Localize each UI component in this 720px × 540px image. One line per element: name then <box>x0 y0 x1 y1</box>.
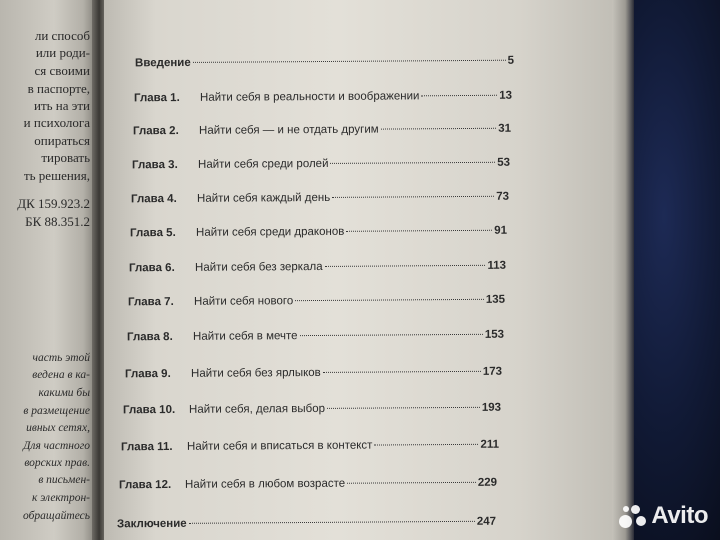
toc-entry-label: Введение <box>134 56 191 70</box>
page-edge <box>612 0 634 540</box>
toc-leader-dots <box>189 521 475 524</box>
toc-entry-title: Найти себя — и не отдать другим <box>198 123 379 137</box>
toc-entry-label: Глава 12. <box>118 478 172 492</box>
left-page-fragment: ивных сетях, <box>26 422 90 434</box>
toc-entry <box>134 90 512 105</box>
left-page-fragment: тировать <box>41 150 90 165</box>
left-page-fragment: ворских прав. <box>24 457 90 469</box>
toc-leader-dots <box>295 299 484 301</box>
toc-leader-dots <box>332 196 494 198</box>
left-page-fragment: ли способ <box>34 28 90 43</box>
left-page-fragment: или роди- <box>35 45 90 60</box>
toc-page-number: 173 <box>482 365 503 378</box>
toc-entry <box>131 191 509 206</box>
toc-page-number: 211 <box>480 438 500 451</box>
toc-entry-title: Найти себя в мечте <box>192 330 298 343</box>
toc-page-number: 113 <box>487 259 507 272</box>
avito-watermark <box>617 502 708 530</box>
toc-entry <box>125 366 502 381</box>
toc-entry-label: Заключение <box>116 517 187 531</box>
toc-entry-title: Найти себя, делая выбор <box>188 402 326 416</box>
toc-page-number: 73 <box>496 190 510 203</box>
left-page-fragment: к электрон- <box>31 492 90 504</box>
toc-page-number: 135 <box>485 293 506 306</box>
toc-leader-dots <box>300 334 483 336</box>
toc-leader-dots <box>421 95 497 97</box>
left-page-fragment: БК 88.351.2 <box>25 214 90 229</box>
toc-entry-title: Найти себя и вписаться в контекст <box>186 439 373 453</box>
toc-leader-dots <box>193 60 506 63</box>
toc-entry-label: Глава 11. <box>120 440 173 454</box>
left-page-fragment: в размещение <box>23 405 90 417</box>
toc-page-number: 13 <box>499 89 513 102</box>
left-page-fragment: какими бы <box>38 387 90 399</box>
left-page-fragment: в письмен- <box>38 474 90 486</box>
toc-entry-title: Найти себя нового <box>193 295 294 308</box>
toc-page-number: 53 <box>497 156 511 169</box>
left-page-fragment: Для частного <box>23 440 90 452</box>
toc-page-number: 193 <box>481 401 502 414</box>
toc-page-number: 91 <box>494 224 508 237</box>
toc-entry-title: Найти себя среди драконов <box>195 225 345 239</box>
toc-entry <box>127 329 504 344</box>
toc-entry-title: Найти себя среди ролей <box>197 157 329 171</box>
toc-entry-label: Глава 2. <box>132 125 179 138</box>
left-page-fragment: опираться <box>34 133 90 148</box>
toc-leader-dots <box>325 265 486 267</box>
toc-entry <box>129 260 506 275</box>
toc-entry <box>133 123 511 138</box>
watermark-text: Avito <box>651 502 708 529</box>
toc-entry-label: Глава 3. <box>131 159 178 172</box>
left-page-fragment: ведена в ка- <box>32 369 90 381</box>
left-page-fragment: часть этой <box>32 352 90 364</box>
left-page-fragment: обращайтесь <box>23 510 90 522</box>
toc-entry-title: Найти себя в реальности и воображении <box>199 90 420 104</box>
toc-entry-title: Найти себя каждый день <box>196 191 331 205</box>
toc-entry-label: Глава 6. <box>128 261 175 275</box>
toc-entry <box>132 157 510 172</box>
toc-page-number: 153 <box>484 328 505 341</box>
toc-entry <box>135 55 514 70</box>
toc-page-number: 247 <box>476 515 497 528</box>
toc-entry-title: Найти себя в любом возрасте <box>184 477 346 491</box>
toc-entry-label: Глава 1. <box>133 92 180 105</box>
toc-leader-dots <box>323 371 481 373</box>
toc-page-number: 229 <box>477 476 498 489</box>
toc-entry-label: Глава 4. <box>130 193 177 206</box>
toc-entry <box>121 439 499 454</box>
toc-leader-dots <box>381 128 497 130</box>
toc-entry-label: Глава 7. <box>127 295 174 309</box>
toc-entry <box>128 294 505 309</box>
left-page <box>0 0 98 540</box>
toc-leader-dots <box>330 162 495 164</box>
toc-entry <box>119 477 497 492</box>
toc-entry-title: Найти себя без ярлыков <box>190 366 321 380</box>
toc-page-number: 5 <box>507 54 515 67</box>
toc-entry <box>123 402 501 417</box>
toc-entry-label: Глава 8. <box>126 330 173 344</box>
toc-entry-label: Глава 10. <box>122 403 176 417</box>
left-page-fragment: и психолога <box>23 115 90 130</box>
toc-page-number: 31 <box>498 122 512 135</box>
left-page-fragment: ть решения, <box>23 168 90 183</box>
left-page-fragment: ся своими <box>34 63 90 78</box>
left-page-fragment: в паспорте, <box>27 81 90 96</box>
avito-logo-icon <box>617 503 647 529</box>
toc-entry <box>117 516 496 531</box>
toc-entry-title: Найти себя без зеркала <box>194 260 323 274</box>
toc-entry-label: Глава 9. <box>124 367 171 381</box>
toc-leader-dots <box>346 230 492 232</box>
left-page-fragment: ить на эти <box>33 98 90 113</box>
toc-entry-label: Глава 5. <box>129 226 176 240</box>
toc-leader-dots <box>327 407 480 409</box>
toc-leader-dots <box>374 444 478 446</box>
toc-leader-dots <box>347 482 476 484</box>
toc-entry <box>130 225 507 240</box>
left-page-fragment: ДК 159.923.2 <box>17 196 90 211</box>
toc-page <box>104 0 624 540</box>
